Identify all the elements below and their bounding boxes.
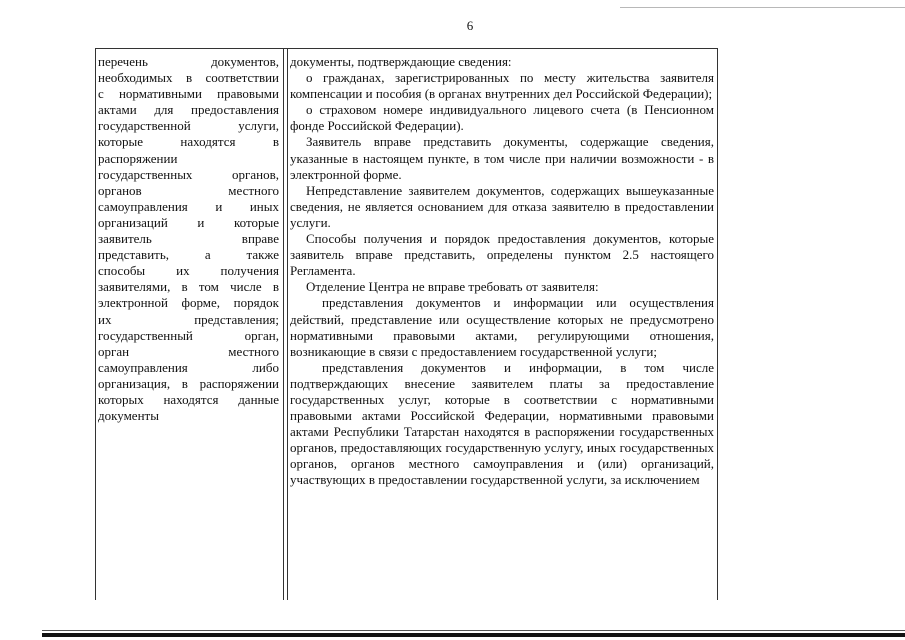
left-line: заявитель вправе [98, 231, 279, 247]
column-divider-inner [287, 48, 288, 600]
left-line: представить, а также [98, 247, 279, 263]
left-line: государственный орган, [98, 327, 279, 343]
left-line: распоряжении [98, 150, 178, 166]
left-line: самоуправления либо [98, 359, 279, 375]
left-line: способы их получения [98, 263, 279, 279]
paragraph-restriction-2: представления документов и информации, в том числе подтверждающих внесение заявителем платы за предоставление государственных услуг, которые в соответствии с нормативными правовыми актами Российской Федерации, нормативными правовыми актами Республики Татарстан находятся в распоряжении государственных органов, предоставляющих государственную услугу, иных государственных органов, органов местного самоуправления и (или) организаций, участвующих в предоставлении государственной услуги, за исключением [290, 359, 714, 488]
left-line: которых находятся данные [98, 391, 279, 407]
paragraph-restriction-1: представления документов и информации или осуществления действий, представление или осуществление которых не предусмотрено нормативными правовыми актами, регулирующими отношения, возникающие в связи с предоставлением государственной услуги; [290, 295, 714, 359]
left-line: документы [98, 408, 159, 424]
left-line: заявителями, в том числе в [98, 279, 279, 295]
column-divider [283, 48, 284, 600]
bottom-scan-line [42, 633, 905, 637]
table-top-border [95, 48, 718, 49]
left-line: которые находятся в [98, 134, 279, 150]
left-line: самоуправления и иных [98, 198, 279, 214]
left-line: государственных органов, [98, 166, 279, 182]
left-column-text [98, 54, 279, 424]
left-line: организация, в распоряжении [98, 375, 279, 391]
paragraph-documents-intro: документы, подтверждающие сведения: [290, 54, 512, 69]
paragraph-insurance-number: о страховом номере индивидуального лицевого счета (в Пенсионном фонде Российской Федерации). [290, 102, 714, 134]
right-column-text [290, 54, 714, 489]
left-line: необходимых в соответствии [98, 70, 279, 86]
paragraph-non-submission: Непредставление заявителем документов, содержащих вышеуказанные сведения, не является основанием для отказа заявителю в предоставлении услуги. [290, 182, 714, 230]
paragraph-center-restrictions: Отделение Центра не вправе требовать от заявителя: [306, 279, 599, 295]
left-line: органов местного [98, 182, 279, 198]
left-line: их представления; [98, 311, 279, 327]
paragraph-methods: Способы получения и порядок предоставления документов, которые заявитель вправе представить, определены пунктом 2.5 настоящего Регламента. [290, 231, 714, 279]
left-line: организаций и которые [98, 214, 279, 230]
table-left-border [95, 48, 96, 600]
bottom-scan-line-thin [42, 630, 905, 631]
left-line: государственной услуги, [98, 118, 279, 134]
paragraph-citizens: о гражданах, зарегистрированных по месту жительства заявителя компенсации и пособия (в органах внутренних дел Российской Федерации); [290, 70, 714, 102]
left-line: актами для предоставления [98, 102, 279, 118]
table-right-border [717, 48, 718, 600]
top-edge-line [620, 7, 905, 8]
paragraph-applicant-right: Заявитель вправе представить документы, содержащие сведения, указанные в настоящем пункте, в том числе при наличии возможности - в электронной форме. [290, 134, 714, 182]
page-number: 6 [466, 18, 474, 33]
left-line: перечень документов, [98, 54, 279, 69]
document-table [95, 48, 718, 600]
left-line: электронной форме, порядок [98, 295, 279, 311]
left-line: орган местного [98, 343, 279, 359]
left-line: с нормативными правовыми [98, 86, 279, 102]
